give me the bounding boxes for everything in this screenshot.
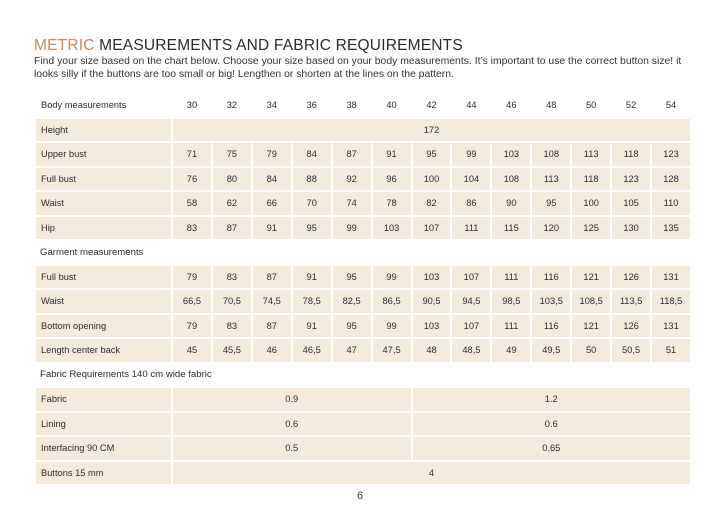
value-cell: 79	[173, 315, 211, 338]
value-cell: 86	[452, 192, 490, 215]
value-cell: 79	[173, 266, 211, 289]
value-cell: 103,5	[532, 290, 570, 313]
garment-row	[36, 266, 690, 289]
value-cell: 111	[492, 266, 530, 289]
value-cell: 126	[612, 266, 650, 289]
value-cell: 103	[413, 315, 451, 338]
value-cell: 66	[253, 192, 291, 215]
buttons-value-cell: 4	[173, 462, 690, 485]
value-cell: 91	[293, 315, 331, 338]
body-row	[36, 143, 690, 166]
value-cell: 86,5	[373, 290, 411, 313]
fabric-row	[36, 413, 690, 436]
body-measurements-header: Body measurements	[41, 100, 127, 111]
value-cell: 91	[293, 266, 331, 289]
value-cell: 62	[213, 192, 251, 215]
row-label: Height	[36, 119, 171, 142]
value-cell: 48	[413, 339, 451, 362]
value-cell: 45	[173, 339, 211, 362]
value-cell: 75	[213, 143, 251, 166]
value-cell: 98,5	[492, 290, 530, 313]
value-cell: 115	[492, 217, 530, 240]
value-cell: 131	[652, 266, 690, 289]
fabric-right-cell: 1.2	[413, 388, 690, 411]
value-cell: 83	[213, 266, 251, 289]
value-cell: 87	[333, 143, 371, 166]
size-header-cell: 30	[186, 100, 198, 111]
size-header-cell: 34	[266, 100, 277, 111]
value-cell: 123	[612, 168, 650, 191]
value-cell: 103	[373, 217, 411, 240]
value-cell: 83	[173, 217, 211, 240]
fabric-section-row	[36, 364, 690, 387]
value-cell: 91	[373, 143, 411, 166]
value-cell: 118	[572, 168, 610, 191]
fabric-section-label: Fabric Requirements 140 cm wide fabric	[40, 369, 212, 381]
body-row	[36, 217, 690, 240]
value-cell: 121	[572, 266, 610, 289]
row-label: Full bust	[36, 266, 171, 289]
value-cell: 95	[333, 266, 371, 289]
value-cell: 51	[652, 339, 690, 362]
value-cell: 99	[333, 217, 371, 240]
value-cell: 46	[253, 339, 291, 362]
value-cell: 87	[253, 266, 291, 289]
row-label: Interfacing 90 CM	[36, 437, 171, 460]
value-cell: 108	[532, 143, 570, 166]
size-header-cell: 50	[586, 100, 597, 111]
value-cell: 95	[532, 192, 570, 215]
page-number: 6	[356, 490, 364, 502]
value-cell: 84	[293, 143, 331, 166]
value-cell: 94,5	[452, 290, 490, 313]
value-cell: 99	[373, 315, 411, 338]
value-cell: 47	[333, 339, 371, 362]
garment-section-label: Garment measurements	[40, 246, 144, 258]
row-label: Buttons 15 mm	[36, 462, 171, 485]
value-cell: 78	[373, 192, 411, 215]
value-cell: 50,5	[612, 339, 650, 362]
value-cell: 100	[413, 168, 451, 191]
value-cell: 66,5	[173, 290, 211, 313]
fabric-row	[36, 437, 690, 460]
value-cell: 135	[652, 217, 690, 240]
value-cell: 131	[652, 315, 690, 338]
size-header-cell: 54	[665, 100, 677, 111]
size-header-cell: 44	[466, 100, 477, 111]
fabric-right-cell: 0.6	[413, 413, 690, 436]
value-cell: 120	[532, 217, 570, 240]
value-cell: 108,5	[572, 290, 610, 313]
row-label: Bottom opening	[36, 315, 171, 338]
row-label: Waist	[36, 192, 171, 215]
value-cell: 118,5	[652, 290, 690, 313]
value-cell: 80	[213, 168, 251, 191]
title-accent: METRIC	[34, 37, 95, 54]
size-header-cell: 36	[306, 100, 317, 111]
value-cell: 71	[173, 143, 211, 166]
value-cell: 74,5	[253, 290, 291, 313]
value-cell: 82	[413, 192, 451, 215]
value-cell: 99	[452, 143, 490, 166]
value-cell: 49,5	[532, 339, 570, 362]
value-cell: 91	[253, 217, 291, 240]
value-cell: 70,5	[213, 290, 251, 313]
value-cell: 70	[293, 192, 331, 215]
value-cell: 84	[253, 168, 291, 191]
value-cell: 90,5	[413, 290, 451, 313]
value-cell: 100	[572, 192, 610, 215]
buttons-row	[36, 462, 690, 485]
row-label: Hip	[36, 217, 171, 240]
value-cell: 47,5	[373, 339, 411, 362]
value-cell: 116	[532, 315, 570, 338]
value-cell: 103	[413, 266, 451, 289]
row-label: Length center back	[36, 339, 171, 362]
row-label: Full bust	[36, 168, 171, 191]
value-cell: 130	[612, 217, 650, 240]
size-header-cell: 46	[506, 100, 517, 111]
value-cell: 110	[652, 192, 690, 215]
value-cell: 121	[572, 315, 610, 338]
value-cell: 49	[492, 339, 530, 362]
size-header-cell: 40	[386, 100, 397, 111]
value-cell: 95	[333, 315, 371, 338]
measurement-table	[34, 92, 692, 486]
value-cell: 103	[492, 143, 530, 166]
garment-row	[36, 290, 690, 313]
value-cell: 83	[213, 315, 251, 338]
value-cell: 45,5	[213, 339, 251, 362]
value-cell: 76	[173, 168, 211, 191]
value-cell: 111	[492, 315, 530, 338]
value-cell: 123	[652, 143, 690, 166]
garment-row	[36, 339, 690, 362]
body-row	[36, 192, 690, 215]
size-header-row	[36, 94, 690, 117]
row-label: Upper bust	[36, 143, 171, 166]
height-row	[36, 119, 690, 142]
value-cell: 116	[532, 266, 570, 289]
size-header-cell: 52	[625, 100, 637, 111]
value-cell: 107	[452, 266, 490, 289]
size-header-cell: 42	[426, 100, 437, 111]
value-cell: 118	[612, 143, 650, 166]
value-cell: 58	[173, 192, 211, 215]
page-title	[34, 37, 463, 55]
row-label: Fabric	[36, 388, 171, 411]
value-cell: 95	[413, 143, 451, 166]
value-cell: 113,5	[612, 290, 650, 313]
value-cell: 87	[253, 315, 291, 338]
garment-row	[36, 315, 690, 338]
value-cell: 128	[652, 168, 690, 191]
value-cell: 99	[373, 266, 411, 289]
value-cell: 113	[572, 143, 610, 166]
value-cell: 88	[293, 168, 331, 191]
value-cell: 108	[492, 168, 530, 191]
value-cell: 125	[572, 217, 610, 240]
value-cell: 126	[612, 315, 650, 338]
intro-paragraph: Find your size based on the chart below. Choose your size based on your body measurements. It’s important to use the correct button size! it looks silly if the buttons are too small or big! Lengthen or shorten at the lines on the pattern.	[34, 56, 682, 81]
fabric-right-cell: 0.65	[413, 437, 690, 460]
row-label: Lining	[36, 413, 171, 436]
value-cell: 92	[333, 168, 371, 191]
value-cell: 107	[452, 315, 490, 338]
value-cell: 78,5	[293, 290, 331, 313]
value-cell: 107	[413, 217, 451, 240]
height-value-cell: 172	[173, 119, 690, 142]
value-cell: 46,5	[293, 339, 331, 362]
title-rest: MEASUREMENTS AND FABRIC REQUIREMENTS	[99, 37, 463, 54]
body-row	[36, 168, 690, 191]
value-cell: 74	[333, 192, 371, 215]
fabric-row	[36, 388, 690, 411]
size-header-cell: 38	[346, 100, 357, 111]
value-cell: 95	[293, 217, 331, 240]
garment-section-row	[36, 241, 690, 264]
value-cell: 48,5	[452, 339, 490, 362]
value-cell: 105	[612, 192, 650, 215]
value-cell: 104	[452, 168, 490, 191]
value-cell: 87	[213, 217, 251, 240]
fabric-left-cell: 0.6	[173, 413, 411, 436]
value-cell: 79	[253, 143, 291, 166]
value-cell: 50	[572, 339, 610, 362]
value-cell: 82,5	[333, 290, 371, 313]
value-cell: 90	[492, 192, 530, 215]
value-cell: 111	[452, 217, 490, 240]
size-header-cell: 48	[546, 100, 557, 111]
value-cell: 113	[532, 168, 570, 191]
value-cell: 96	[373, 168, 411, 191]
fabric-left-cell: 0.9	[173, 388, 411, 411]
size-header-cell: 32	[226, 100, 238, 111]
row-label: Waist	[36, 290, 171, 313]
fabric-left-cell: 0.5	[173, 437, 411, 460]
